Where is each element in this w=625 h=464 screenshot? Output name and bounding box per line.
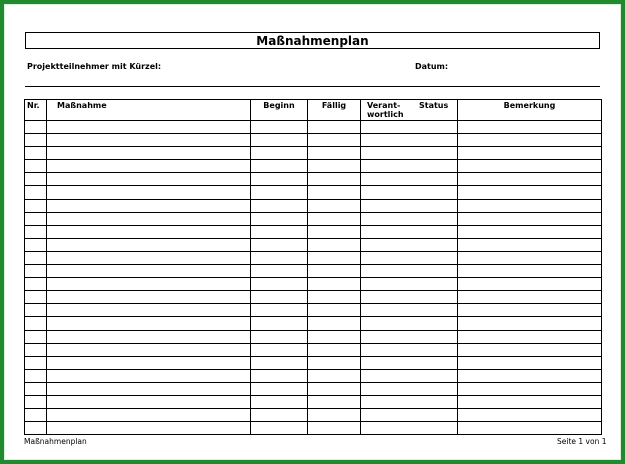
table-cell[interactable] xyxy=(458,278,602,291)
table-row xyxy=(25,251,602,264)
document-page xyxy=(4,4,621,460)
table-cell[interactable] xyxy=(47,251,251,264)
table-cell[interactable] xyxy=(47,134,251,147)
table-cell[interactable] xyxy=(25,356,47,369)
footer-right: Seite 1 von 1 xyxy=(557,437,607,446)
table-cell[interactable] xyxy=(458,395,602,408)
table-cell[interactable] xyxy=(308,160,361,173)
table-cell[interactable] xyxy=(25,409,47,422)
table-cell[interactable] xyxy=(458,422,602,435)
table-cell[interactable] xyxy=(361,278,458,291)
table-row xyxy=(25,304,602,317)
table-cell[interactable] xyxy=(361,369,458,382)
table-cell[interactable] xyxy=(251,343,308,356)
page-title: Maßnahmenplan xyxy=(25,32,600,49)
table-cell[interactable] xyxy=(251,238,308,251)
table-row xyxy=(25,291,602,304)
table-cell[interactable] xyxy=(25,265,47,278)
table-cell[interactable] xyxy=(47,160,251,173)
table-cell[interactable] xyxy=(47,265,251,278)
table-cell[interactable] xyxy=(458,186,602,199)
table-cell[interactable] xyxy=(47,422,251,435)
table-row xyxy=(25,330,602,343)
action-plan-table xyxy=(24,99,602,435)
table-cell[interactable] xyxy=(458,212,602,225)
table-cell[interactable] xyxy=(361,251,458,264)
table-cell[interactable] xyxy=(25,343,47,356)
table-cell[interactable] xyxy=(251,356,308,369)
table-cell[interactable] xyxy=(251,330,308,343)
table-cell[interactable] xyxy=(458,199,602,212)
table-cell[interactable] xyxy=(47,382,251,395)
table-cell[interactable] xyxy=(251,251,308,264)
table-cell[interactable] xyxy=(47,409,251,422)
table-cell[interactable] xyxy=(361,291,458,304)
table-row xyxy=(25,356,602,369)
table-cell[interactable] xyxy=(361,225,458,238)
table-cell[interactable] xyxy=(25,173,47,186)
table-row xyxy=(25,395,602,408)
table-cell[interactable] xyxy=(308,251,361,264)
table-cell[interactable] xyxy=(308,147,361,160)
table-cell[interactable] xyxy=(458,369,602,382)
table-cell[interactable] xyxy=(251,147,308,160)
table-cell[interactable] xyxy=(251,317,308,330)
table-cell[interactable] xyxy=(47,238,251,251)
table-cell[interactable] xyxy=(308,212,361,225)
table-row xyxy=(25,238,602,251)
table-cell[interactable] xyxy=(25,238,47,251)
header-verantwortlich-status xyxy=(361,100,458,121)
table-cell[interactable] xyxy=(308,369,361,382)
table-row xyxy=(25,382,602,395)
header-beginn: Beginn xyxy=(251,100,308,121)
table-row xyxy=(25,409,602,422)
table-cell[interactable] xyxy=(308,356,361,369)
footer-left: Maßnahmenplan xyxy=(24,437,87,446)
table-cell[interactable] xyxy=(25,251,47,264)
table-cell[interactable] xyxy=(361,212,458,225)
table-cell[interactable] xyxy=(251,173,308,186)
table-cell[interactable] xyxy=(361,304,458,317)
table-cell[interactable] xyxy=(458,265,602,278)
table-cell[interactable] xyxy=(308,395,361,408)
table-cell[interactable] xyxy=(47,199,251,212)
table-cell[interactable] xyxy=(251,369,308,382)
table-row xyxy=(25,343,602,356)
table-cell[interactable] xyxy=(361,121,458,134)
table-cell[interactable] xyxy=(361,265,458,278)
table-cell[interactable] xyxy=(25,317,47,330)
table-cell[interactable] xyxy=(308,291,361,304)
table-cell[interactable] xyxy=(458,160,602,173)
table-cell[interactable] xyxy=(251,291,308,304)
table-cell[interactable] xyxy=(47,147,251,160)
table-row xyxy=(25,134,602,147)
table-row xyxy=(25,422,602,435)
table-row xyxy=(25,147,602,160)
table-cell[interactable] xyxy=(47,212,251,225)
table-cell[interactable] xyxy=(308,121,361,134)
table-cell[interactable] xyxy=(458,251,602,264)
table-cell[interactable] xyxy=(25,147,47,160)
table-header-row xyxy=(25,100,602,121)
table-row xyxy=(25,317,602,330)
table-cell[interactable] xyxy=(251,265,308,278)
table-cell[interactable] xyxy=(251,212,308,225)
table-cell[interactable] xyxy=(47,304,251,317)
header-massnahme: Maßnahme xyxy=(47,100,251,121)
table-cell[interactable] xyxy=(251,199,308,212)
table-cell[interactable] xyxy=(458,317,602,330)
table-row xyxy=(25,369,602,382)
table-body xyxy=(25,121,602,435)
table-cell[interactable] xyxy=(308,134,361,147)
table-cell[interactable] xyxy=(251,134,308,147)
table-cell[interactable] xyxy=(25,121,47,134)
table-cell[interactable] xyxy=(458,409,602,422)
table-cell[interactable] xyxy=(458,304,602,317)
table-cell[interactable] xyxy=(47,173,251,186)
table-cell[interactable] xyxy=(308,278,361,291)
table-cell[interactable] xyxy=(361,356,458,369)
table-row xyxy=(25,199,602,212)
table-cell[interactable] xyxy=(25,212,47,225)
table-cell[interactable] xyxy=(458,343,602,356)
table-cell[interactable] xyxy=(308,186,361,199)
table-cell[interactable] xyxy=(458,134,602,147)
table-cell[interactable] xyxy=(361,160,458,173)
table-cell[interactable] xyxy=(361,199,458,212)
table-cell[interactable] xyxy=(458,147,602,160)
table-cell[interactable] xyxy=(251,160,308,173)
table-cell[interactable] xyxy=(251,395,308,408)
table-cell[interactable] xyxy=(251,382,308,395)
table-cell[interactable] xyxy=(251,225,308,238)
table-cell[interactable] xyxy=(47,330,251,343)
table-cell[interactable] xyxy=(47,278,251,291)
header-nr: Nr. xyxy=(25,100,47,121)
table-cell[interactable] xyxy=(25,395,47,408)
table-cell[interactable] xyxy=(361,382,458,395)
table-cell[interactable] xyxy=(47,186,251,199)
table-cell[interactable] xyxy=(458,225,602,238)
table-cell[interactable] xyxy=(361,422,458,435)
table-cell[interactable] xyxy=(251,409,308,422)
table-row xyxy=(25,212,602,225)
header-divider xyxy=(25,86,600,87)
table-cell[interactable] xyxy=(308,343,361,356)
table-row xyxy=(25,173,602,186)
table-row xyxy=(25,278,602,291)
table-cell[interactable] xyxy=(25,134,47,147)
table-cell[interactable] xyxy=(25,422,47,435)
header-bemerkung: Bemerkung xyxy=(458,100,602,121)
table-cell[interactable] xyxy=(458,382,602,395)
table-cell[interactable] xyxy=(308,330,361,343)
table-cell[interactable] xyxy=(308,382,361,395)
table-cell[interactable] xyxy=(361,409,458,422)
table-cell[interactable] xyxy=(308,199,361,212)
table-cell[interactable] xyxy=(25,382,47,395)
table-cell[interactable] xyxy=(361,343,458,356)
table-cell[interactable] xyxy=(361,330,458,343)
table-cell[interactable] xyxy=(361,173,458,186)
table-cell[interactable] xyxy=(308,225,361,238)
table-cell[interactable] xyxy=(47,317,251,330)
table-cell[interactable] xyxy=(458,330,602,343)
table-cell[interactable] xyxy=(458,121,602,134)
table-cell[interactable] xyxy=(47,343,251,356)
table-cell[interactable] xyxy=(458,173,602,186)
header-verantwortlich: Verant-wortlich xyxy=(367,101,404,119)
table-cell[interactable] xyxy=(25,330,47,343)
table-cell[interactable] xyxy=(361,395,458,408)
table-row xyxy=(25,121,602,134)
table-cell[interactable] xyxy=(25,160,47,173)
table-cell[interactable] xyxy=(308,409,361,422)
table-cell[interactable] xyxy=(251,422,308,435)
table-cell[interactable] xyxy=(25,225,47,238)
table-cell[interactable] xyxy=(458,356,602,369)
table-cell[interactable] xyxy=(251,186,308,199)
table-cell[interactable] xyxy=(308,265,361,278)
table-cell[interactable] xyxy=(25,186,47,199)
table-row xyxy=(25,160,602,173)
table-cell[interactable] xyxy=(361,317,458,330)
table-cell[interactable] xyxy=(25,278,47,291)
table-cell[interactable] xyxy=(25,291,47,304)
table-cell[interactable] xyxy=(308,422,361,435)
table-row xyxy=(25,225,602,238)
table-cell[interactable] xyxy=(251,304,308,317)
table-cell[interactable] xyxy=(47,121,251,134)
header-status: Status xyxy=(419,101,449,110)
table-cell[interactable] xyxy=(361,147,458,160)
table-cell[interactable] xyxy=(47,291,251,304)
table-cell[interactable] xyxy=(47,225,251,238)
table-cell[interactable] xyxy=(308,304,361,317)
participants-label: Projektteilnehmer mit Kürzel: xyxy=(27,62,162,71)
table-cell[interactable] xyxy=(308,173,361,186)
table-cell[interactable] xyxy=(25,199,47,212)
table-cell[interactable] xyxy=(361,238,458,251)
table-row xyxy=(25,186,602,199)
table-cell[interactable] xyxy=(458,291,602,304)
table-cell[interactable] xyxy=(251,278,308,291)
table-cell[interactable] xyxy=(361,134,458,147)
table-cell[interactable] xyxy=(47,369,251,382)
table-cell[interactable] xyxy=(308,238,361,251)
table-row xyxy=(25,265,602,278)
table-cell[interactable] xyxy=(47,395,251,408)
date-label: Datum: xyxy=(415,62,449,71)
table-cell[interactable] xyxy=(308,317,361,330)
table-cell[interactable] xyxy=(25,369,47,382)
header-faellig: Fällig xyxy=(308,100,361,121)
table-cell[interactable] xyxy=(251,121,308,134)
table-cell[interactable] xyxy=(361,186,458,199)
table-cell[interactable] xyxy=(47,356,251,369)
table-cell[interactable] xyxy=(458,238,602,251)
table-cell[interactable] xyxy=(25,304,47,317)
